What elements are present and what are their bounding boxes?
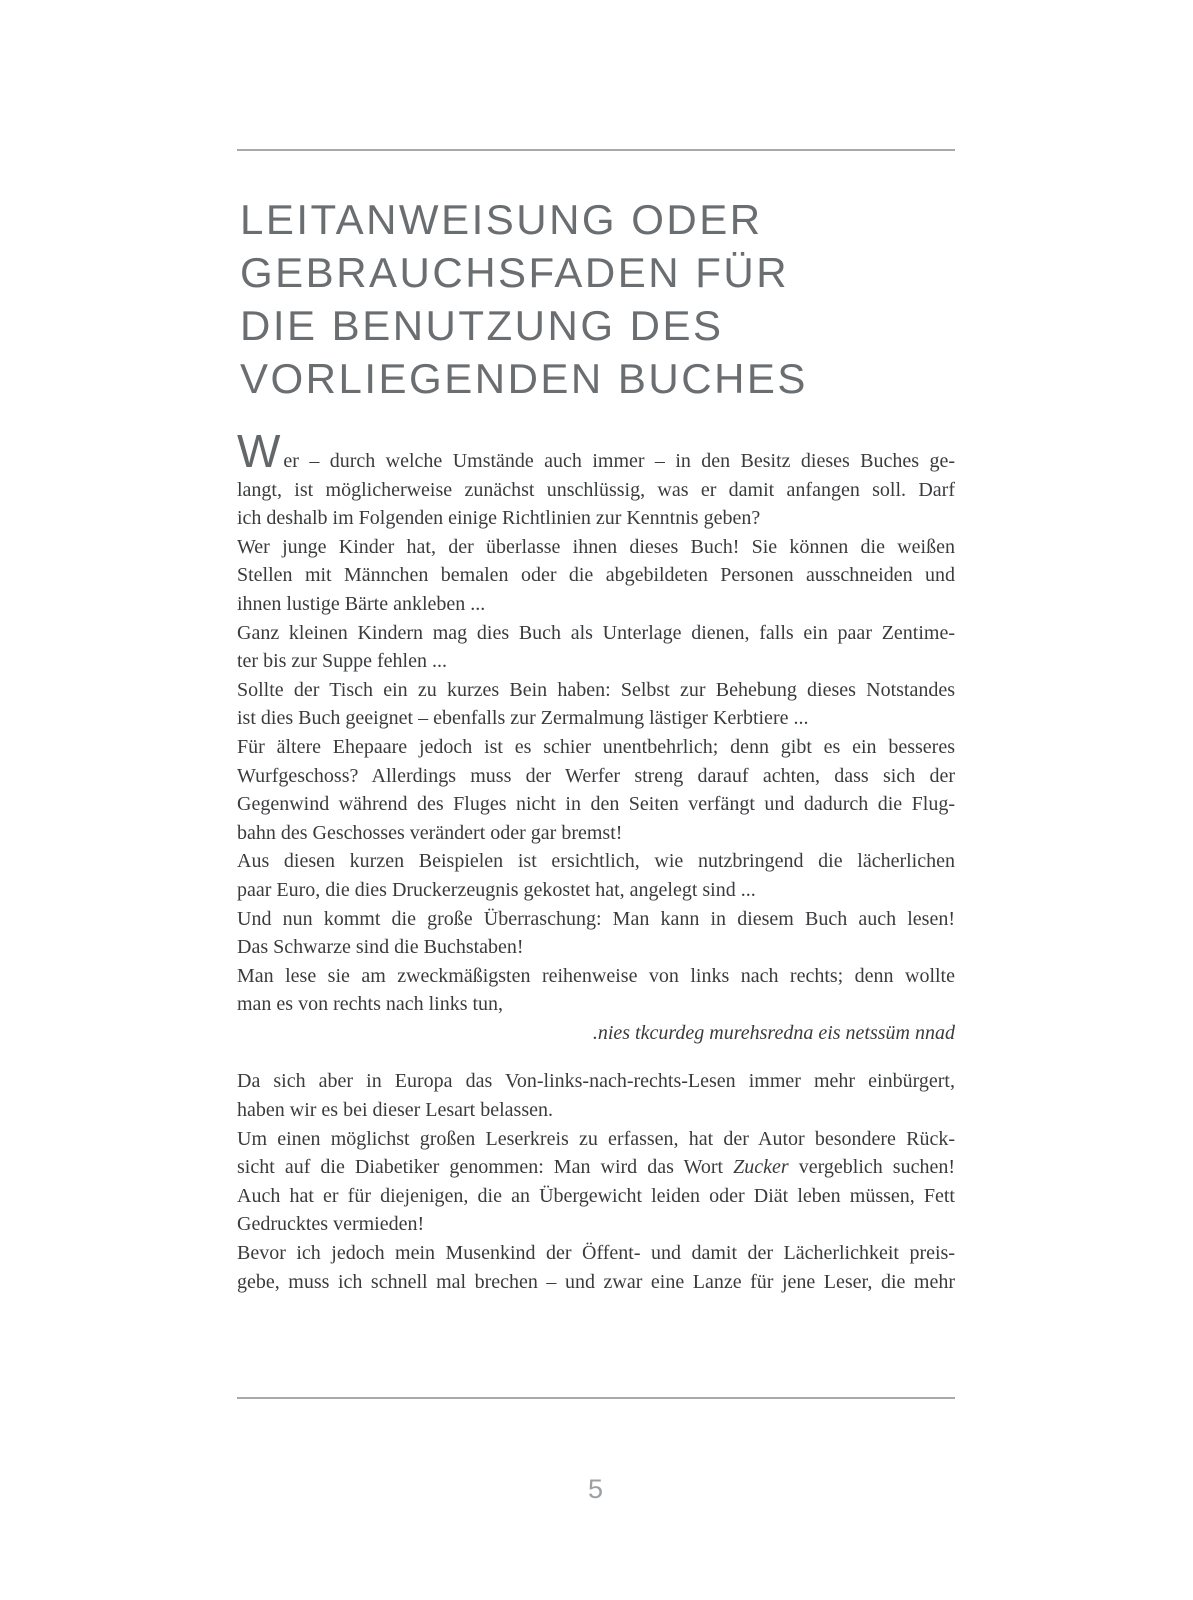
- body-line: [237, 933, 955, 962]
- text-run: vergeblich suchen!: [788, 1156, 955, 1179]
- body-line: [237, 425, 955, 477]
- body-line: [237, 561, 955, 590]
- body-line: [237, 962, 955, 991]
- page-title-line: LEITANWEISUNG ODER: [240, 196, 763, 243]
- text-run: Stellen mit Männchen bemalen oder die abgebildeten Personen ausschneiden und: [237, 564, 955, 587]
- text-run: sicht auf die Diabetiker genommen: Man wird das Wort: [237, 1156, 734, 1179]
- body-line: [237, 590, 955, 619]
- body-line: [237, 1210, 955, 1239]
- body-line: [237, 476, 955, 505]
- body-line: [237, 1067, 955, 1096]
- bottom-divider: [237, 1397, 955, 1399]
- text-run: man es von rechts nach links tun,: [237, 993, 504, 1016]
- text-run: gebe, muss ich schnell mal brechen – und zwar eine Lanze für jene Leser, die mehr: [237, 1270, 955, 1293]
- body-line: [237, 905, 955, 934]
- text-run: Das Schwarze sind die Buchstaben!: [237, 936, 524, 959]
- raised-initial-letter: W: [237, 425, 281, 477]
- text-run: Sollte der Tisch ein zu kurzes Bein haben: Selbst zur Behebung dieses Notstandes: [237, 678, 955, 701]
- text-run: Da sich aber in Europa das Von-links-nach-rechts-Lesen immer mehr einbürgert,: [237, 1070, 955, 1093]
- body-line: [237, 619, 955, 648]
- text-run: Ganz kleinen Kindern mag dies Buch als Unterlage dienen, falls ein paar Zentime-: [237, 621, 955, 644]
- text-run: Man lese sie am zweckmäßigsten reihenweise von links nach rechts; denn wollte: [237, 964, 955, 987]
- body-line: [237, 1125, 955, 1154]
- body-line: [237, 762, 955, 791]
- body-line: [237, 819, 955, 848]
- top-divider: [237, 149, 955, 151]
- body-line: [237, 733, 955, 762]
- body-line: [237, 1153, 955, 1182]
- text-run: ist dies Buch geeignet – ebenfalls zur Zermalmung lästiger Kerbtiere ...: [237, 707, 809, 730]
- body-line: [237, 647, 955, 676]
- body-line: [237, 533, 955, 562]
- body-line: [237, 876, 955, 905]
- page-number: 5: [587, 1474, 605, 1504]
- page-title-line: DIE BENUTZUNG DES: [240, 302, 724, 349]
- text-run: Für ältere Ehepaare jedoch ist es schier unentbehrlich; denn gibt es ein besseres: [237, 735, 955, 758]
- text-run: Gedrucktes vermieden!: [237, 1213, 425, 1236]
- text-run: Gegenwind während des Fluges nicht in den Seiten verfängt und dadurch die Flug-: [237, 793, 955, 816]
- italic-word: Zucker: [733, 1156, 789, 1179]
- text-run: langt, ist möglicherweise zunächst unschlüssig, was er damit anfangen soll. Darf: [237, 478, 955, 501]
- body-line: [237, 847, 955, 876]
- text-run: paar Euro, die dies Druckerzeugnis gekostet hat, angelegt sind ...: [237, 878, 756, 901]
- page-title: [240, 193, 808, 405]
- text-run: ich deshalb im Folgenden einige Richtlinien zur Kenntnis geben?: [237, 507, 761, 530]
- text-run: ihnen lustige Bärte ankleben ...: [237, 592, 486, 615]
- text-run: Und nun kommt die große Überraschung: Man kann in diesem Buch auch lesen!: [237, 907, 955, 930]
- text-run: Wurfgeschoss? Allerdings muss der Werfer streng darauf achten, dass sich der: [237, 764, 955, 787]
- text-run: Wer junge Kinder hat, der überlasse ihnen dieses Buch! Sie können die weißen: [237, 535, 955, 558]
- body-line: [237, 1239, 955, 1268]
- text-run: Aus diesen kurzen Beispielen ist ersichtlich, wie nutzbringend die lächerlichen: [237, 850, 955, 873]
- text-run: Auch hat er für diejenigen, die an Übergewicht leiden oder Diät leben müssen, Fett: [237, 1184, 955, 1207]
- text-run: Um einen möglichst großen Leserkreis zu erfassen, hat der Autor besondere Rück-: [237, 1127, 955, 1150]
- body-line: [237, 1096, 955, 1125]
- text-run: bahn des Geschosses verändert oder gar bremst!: [237, 821, 623, 844]
- text-run: haben wir es bei dieser Lesart belassen.: [237, 1099, 553, 1122]
- body-line: [237, 1182, 955, 1211]
- page-title-line: VORLIEGENDEN BUCHES: [240, 355, 808, 402]
- body-line: [237, 704, 955, 733]
- page-title-line: GEBRAUCHSFADEN FÜR: [240, 249, 790, 296]
- body-line: [237, 1019, 955, 1048]
- body-text: [237, 425, 955, 1296]
- body-line: [237, 790, 955, 819]
- body-line: [237, 1268, 955, 1297]
- body-line: [237, 504, 955, 533]
- text-run: ter bis zur Suppe fehlen ...: [237, 650, 447, 673]
- text-run: .nies tkcurdeg murehsredna eis netssüm nnad: [592, 1021, 955, 1044]
- text-run: er – durch welche Umstände auch immer – in den Besitz dieses Buches ge-: [283, 450, 955, 472]
- text-run: Bevor ich jedoch mein Musenkind der Öffent- und damit der Lächerlichkeit preis-: [237, 1242, 955, 1265]
- body-line: [237, 676, 955, 705]
- body-line: [237, 990, 955, 1019]
